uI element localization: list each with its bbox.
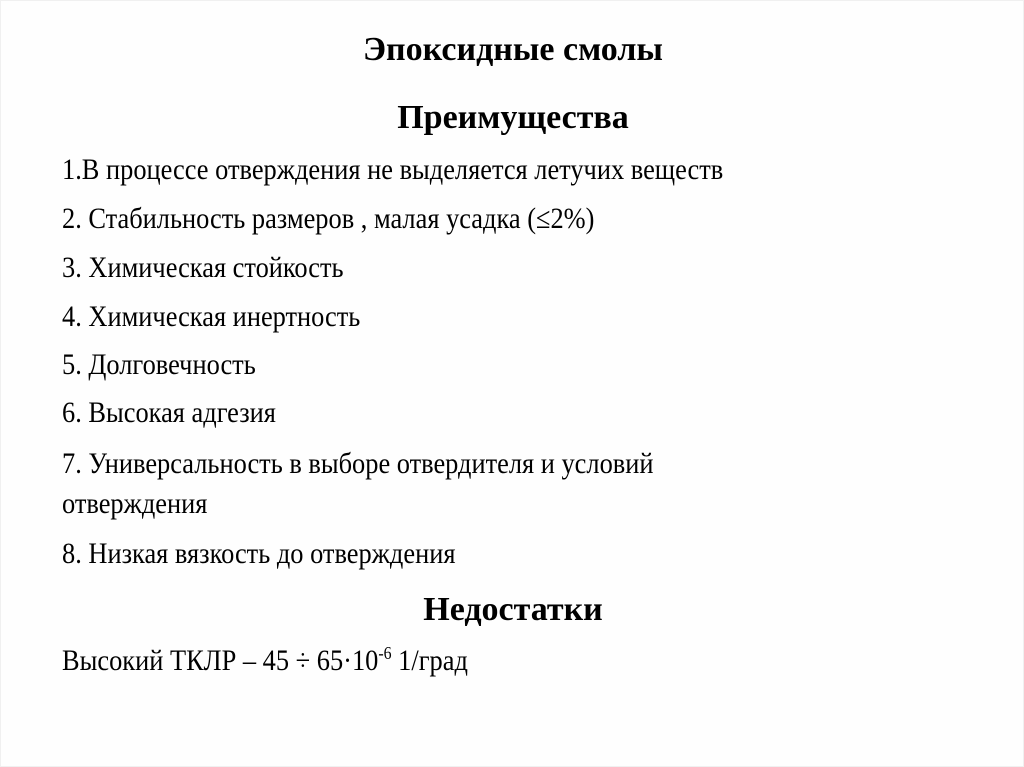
advantage-item-1: 1.В процессе отверждения не выделяется летучих веществ	[62, 153, 724, 186]
advantage-item-8: 8. Низкая вязкость до отверждения	[62, 537, 456, 570]
advantage-item-6: 6. Высокая адгезия	[62, 396, 276, 429]
advantage-item-4: 4. Химическая инертность	[62, 300, 361, 333]
disadvantage-item	[62, 644, 468, 678]
disadvantage-text: Высокий ТКЛР – 45 ÷ 65·10	[62, 644, 379, 677]
disadvantages-heading: Недостатки	[423, 591, 603, 628]
advantage-item-7-continuation: отверждения	[62, 487, 208, 520]
advantage-item-3: 3. Химическая стойкость	[62, 251, 344, 284]
advantage-item-2: 2. Стабильность размеров , малая усадка (≤2%)	[62, 202, 595, 235]
advantage-item-7: 7. Универсальность в выборе отвердителя и условий	[62, 447, 654, 480]
advantage-item-5: 5. Долговечность	[62, 348, 256, 381]
exponent: -6	[378, 643, 392, 664]
advantages-heading: Преимущества	[397, 99, 629, 136]
slide-title: Эпоксидные смолы	[363, 31, 663, 68]
disadvantage-unit: 1/град	[391, 644, 468, 677]
